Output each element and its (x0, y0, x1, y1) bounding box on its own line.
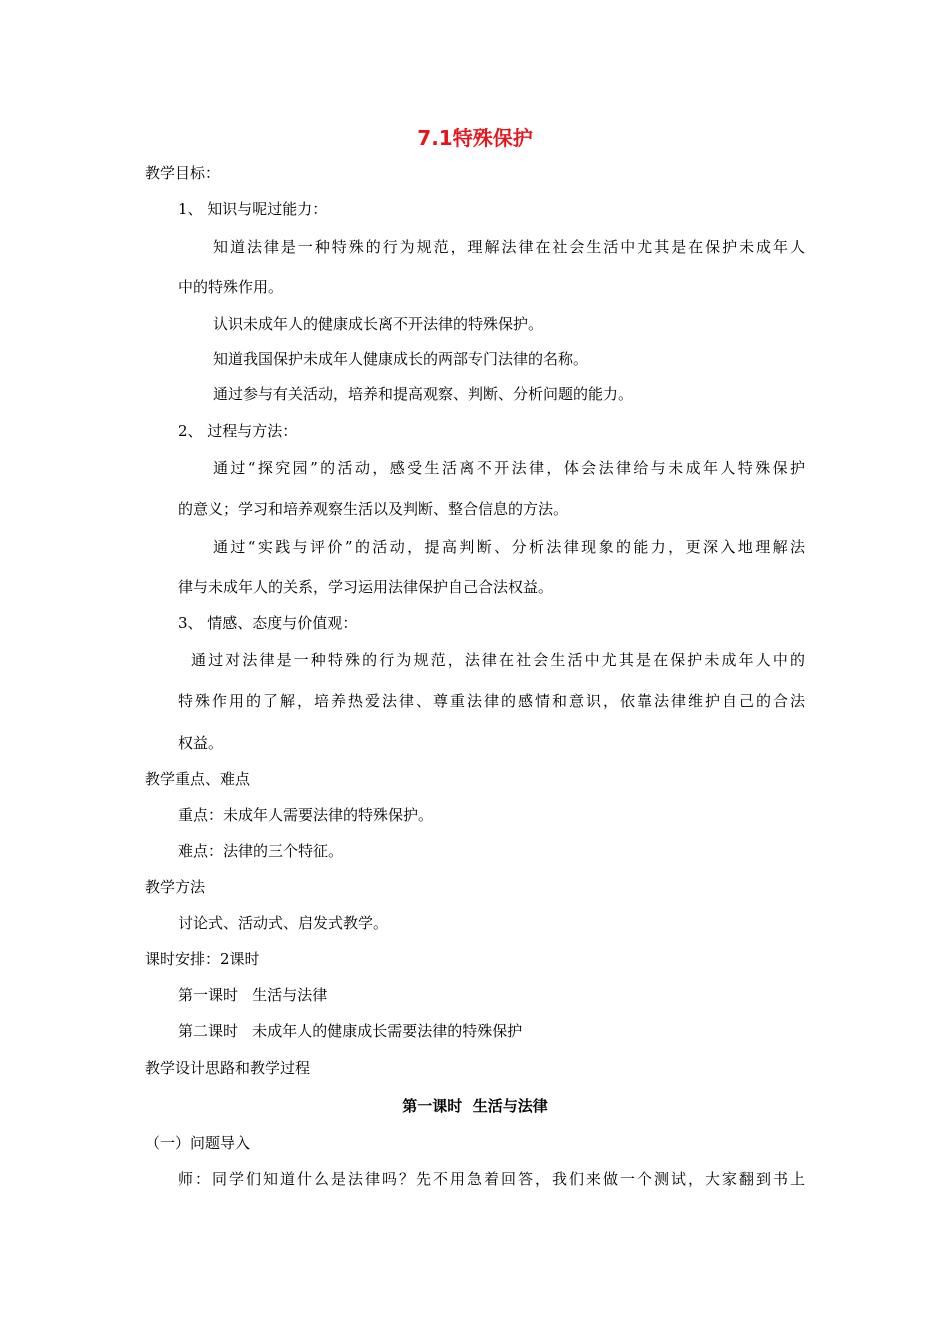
objective2-heading: 2、 过程与方法： (178, 422, 298, 440)
teacher-line: 师：同学们知道什么是法律吗？先不用急着回答，我们来做一个测试，大家翻到书上 (178, 1170, 805, 1188)
section1-heading: （一）问题导入 (145, 1134, 251, 1152)
schedule-heading: 课时安排：2课时 (145, 950, 260, 968)
keypoint-difficulty: 难点：法律的三个特征。 (178, 842, 344, 860)
objective1-para1-line2: 中的特殊作用。 (178, 278, 284, 296)
objective3-para-line3: 权益。 (178, 734, 224, 752)
design-heading: 教学设计思路和教学过程 (145, 1059, 311, 1077)
methods-heading: 教学方法 (145, 878, 206, 896)
document-title: 7.1特殊保护 (417, 126, 533, 150)
objective3-para-line2: 特殊作用的了解，培养热爱法律、尊重法律的感情和意识，依靠法律维护自己的合法 (178, 692, 805, 710)
objective2-para2-line2: 律与未成年人的关系，学习运用法律保护自己合法权益。 (178, 578, 554, 596)
schedule-lesson2: 第二课时 未成年人的健康成长需要法律的特殊保护 (178, 1022, 523, 1040)
objective1-para2: 认识未成年人的健康成长离不开法律的特殊保护。 (213, 315, 544, 333)
methods-text: 讨论式、活动式、启发式教学。 (178, 914, 389, 932)
keypoints-heading: 教学重点、难点 (145, 770, 251, 788)
schedule-lesson1: 第一课时 生活与法律 (178, 986, 328, 1004)
objectives-heading: 教学目标： (145, 164, 221, 182)
objective1-para4: 通过参与有关活动，培养和提高观察、判断、分析问题的能力。 (213, 385, 634, 403)
objective2-para1-line1: 通过“探究园”的活动，感受生活离不开法律，体会法律给与未成年人特殊保护 (213, 459, 805, 477)
objective3-para-line1: 通过对法律是一种特殊的行为规范，法律在社会生活中尤其是在保护未成年人中的 (191, 651, 805, 669)
objective2-para1-line2: 的意义；学习和培养观察生活以及判断、整合信息的方法。 (178, 500, 569, 518)
objective2-para2-line1: 通过“实践与评价”的活动，提高判断、分析法律现象的能力，更深入地理解法 (213, 538, 805, 556)
objective1-para3: 知道我国保护未成年人健康成长的两部专门法律的名称。 (213, 350, 589, 368)
objective3-heading: 3、 情感、态度与价值观： (178, 614, 358, 632)
objective1-heading: 1、 知识与呢过能力： (178, 200, 328, 218)
keypoint-focus: 重点：未成年人需要法律的特殊保护。 (178, 806, 434, 824)
lesson1-title: 第一课时 生活与法律 (402, 1097, 548, 1115)
objective1-para1-line1: 知道法律是一种特殊的行为规范，理解法律在社会生活中尤其是在保护未成年人 (213, 238, 805, 256)
